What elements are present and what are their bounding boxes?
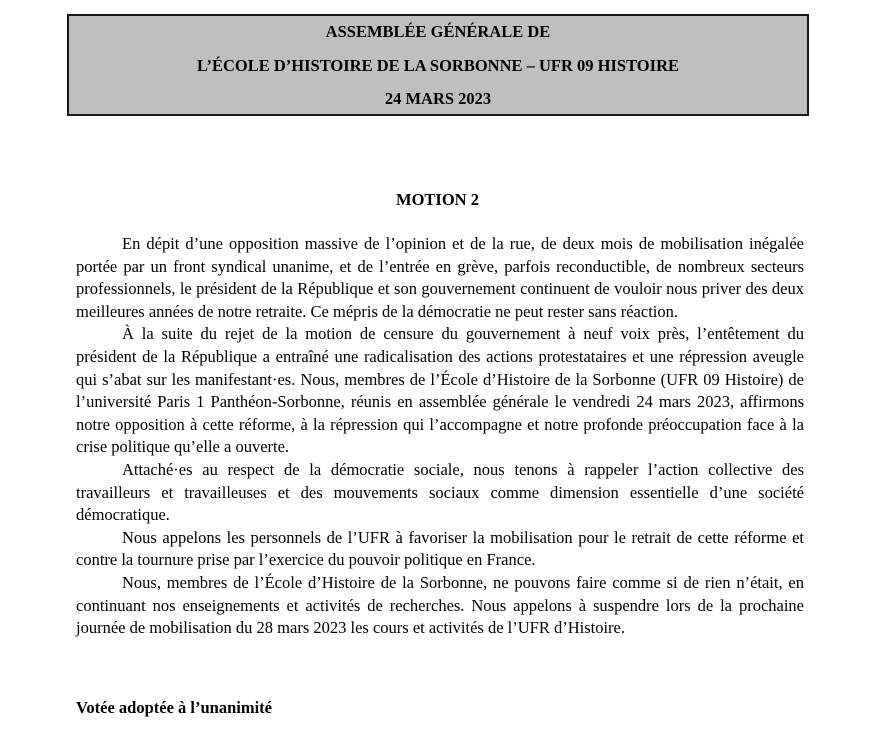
motion-paragraph-1: En dépit d’une opposition massive de l’opinion et de la rue, de deux mois de mobilisation inégalée portée par un front syndical unanime, et de l’entrée en grève, parfois reconductible, de nombreux secteurs professionnels, le président de la République et son gouvernement continuent de vouloir nous priver des deux meilleures années de notre retraite. Ce mépris de la démocratie ne peut rester sans réaction. — [76, 234, 804, 321]
motion-paragraph-5: Nous, membres de l’École d’Histoire de la Sorbonne, ne pouvons faire comme si de rien n’était, en continuant nos enseignements et activités de recherches. Nous appelons à suspendre lors de la prochaine journée de mobilisation du 28 mars 2023 les cours et activités de l’UFR d’Histoire. — [76, 572, 804, 638]
motion-paragraph-2: À la suite du rejet de la motion de censure du gouvernement à neuf voix près, l’entêtement du président de la République a entraîné une radicalisation des actions protestataires et une répression aveugle qui s’abat sur les manifestant·es. Nous, membres de l’École d’Histoire de la Sorbonne (UFR 09 Histoire) de l’université Paris 1 Panthéon-Sorbonne, réunis en assemblée générale le vendredi 24 mars 2023, affirmons notre opposition à cette réforme, à la répression qui l’accompagne et notre profonde préoccupation face à la crise politique qu’elle a ouverte. — [76, 324, 804, 457]
motion-title: MOTION 2 — [396, 190, 479, 209]
document-header — [67, 14, 809, 116]
motion-paragraph-3: Attaché·es au respect de la démocratie sociale, nous tenons à rappeler l’action collective des travailleurs et travailleuses et des mouvements sociaux comme dimension essentielle d’une société démocratique. — [76, 459, 804, 525]
header-date: 24 MARS 2023 — [384, 89, 492, 108]
header-title-line-2: L’ÉCOLE D’HISTOIRE DE LA SORBONNE – UFR 09 HISTOIRE — [197, 56, 679, 75]
motion-body — [76, 233, 804, 640]
motion-paragraph-4: Nous appelons les personnels de l’UFR à favoriser la mobilisation pour le retrait de cette réforme et contre la tournure prise par l’exercice du pouvoir politique en France. — [76, 527, 804, 570]
header-title-line-1: ASSEMBLÉE GÉNÉRALE DE — [325, 22, 551, 41]
vote-result: Votée adoptée à l’unanimité — [76, 698, 273, 717]
